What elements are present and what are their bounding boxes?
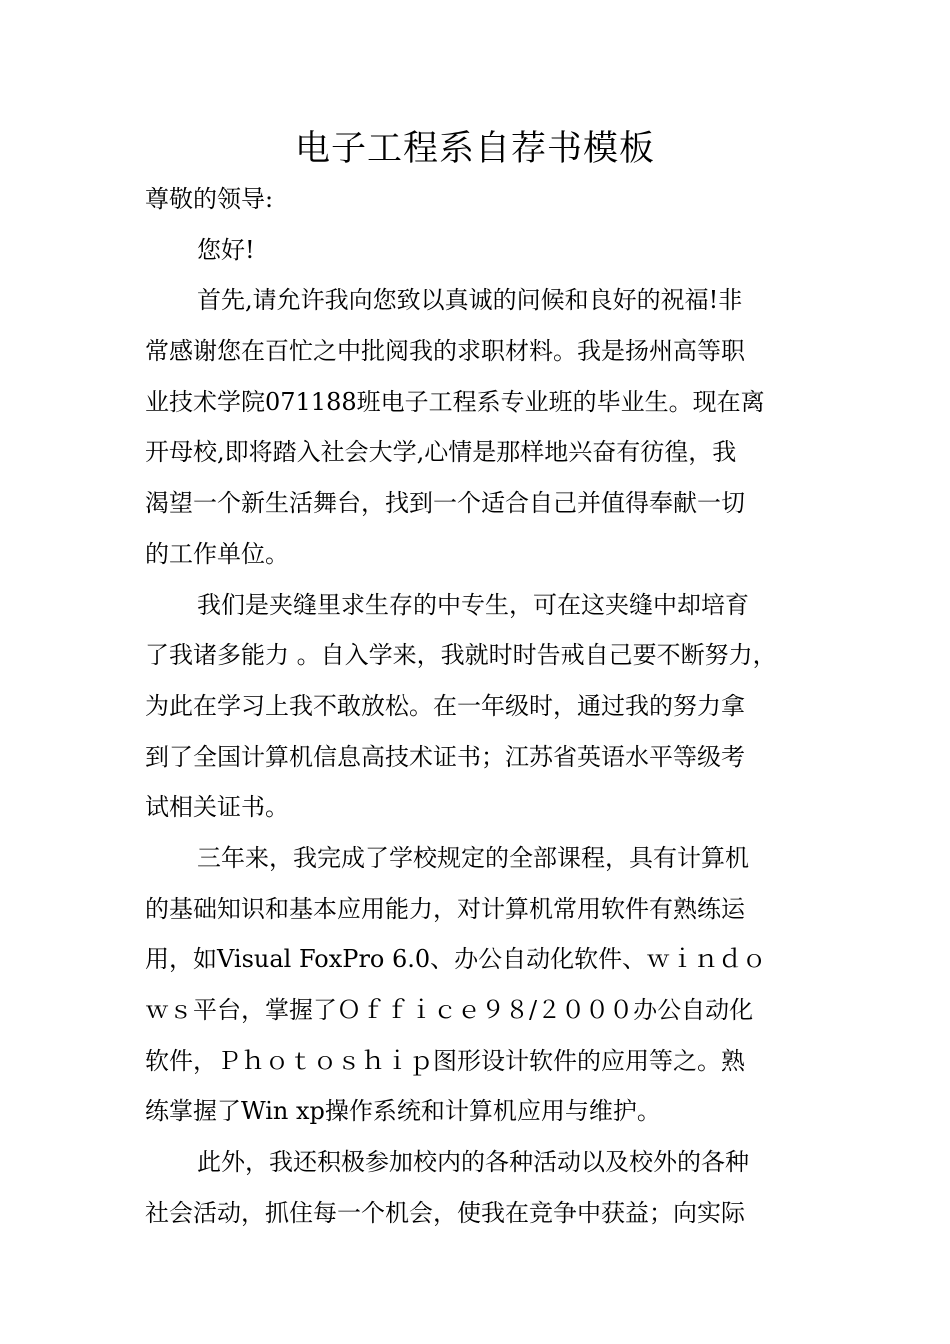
paragraph-1-line-5: 渴望一个新生活舞台，找到一个适合自己并值得奉献一切 bbox=[145, 489, 745, 518]
greeting-line: 您好! bbox=[197, 235, 255, 264]
paragraph-2-line-1: 我们是夹缝里求生存的中专生，可在这夹缝中却培育 bbox=[197, 590, 749, 619]
paragraph-3-line-3: 用，如Visual FoxPro 6.0、办公自动化软件、ｗｉｎｄｏ bbox=[145, 945, 767, 974]
paragraph-3-line-4: ｗｓ平台，掌握了Ｏｆｆｉｃｅ９８/２０００办公自动化 bbox=[145, 996, 754, 1024]
paragraph-2-line-3: 为此在学习上我不敢放松。在一年级时，通过我的努力拿 bbox=[145, 691, 745, 720]
document-title: 电子工程系自荐书模板 bbox=[294, 129, 655, 169]
paragraph-2-line-5: 试相关证书。 bbox=[145, 793, 289, 822]
paragraph-3-line-5: 软件，Ｐｈｏｔｏｓｈｉｐ图形设计软件的应用等之。熟 bbox=[145, 1046, 745, 1075]
paragraph-2-line-2: 了我诸多能力 。自入学来，我就时时告戒自己要不断努力， bbox=[145, 641, 777, 670]
paragraph-1-line-2: 常感谢您在百忙之中批阅我的求职材料。我是扬州高等职 bbox=[145, 337, 745, 366]
paragraph-1-line-3: 业技术学院071188班电子工程系专业班的毕业生。现在离 bbox=[145, 387, 765, 416]
paragraph-2-line-4: 到了全国计算机信息高技术证书；江苏省英语水平等级考 bbox=[145, 742, 745, 771]
paragraph-3-line-6: 练掌握了Win xp操作系统和计算机应用与维护。 bbox=[145, 1097, 661, 1126]
paragraph-1-line-6: 的工作单位。 bbox=[145, 539, 289, 568]
paragraph-4-line-2: 社会活动，抓住每一个机会，使我在竞争中获益；向实际 bbox=[145, 1198, 745, 1227]
paragraph-4-line-1: 此外，我还积极参加校内的各种活动以及校外的各种 bbox=[197, 1148, 749, 1177]
document-body bbox=[145, 174, 820, 1238]
paragraph-1-line-1: 首先,请允许我向您致以真诚的问候和良好的祝福!非 bbox=[197, 286, 743, 315]
paragraph-1-line-4: 开母校,即将踏入社会大学,心情是那样地兴奋有彷徨，我 bbox=[145, 438, 737, 467]
paragraph-3-line-1: 三年来，我完成了学校规定的全部课程，具有计算机 bbox=[197, 843, 749, 872]
paragraph-3-line-2: 的基础知识和基本应用能力，对计算机常用软件有熟练运 bbox=[145, 894, 745, 923]
salutation-line: 尊敬的领导: bbox=[145, 185, 274, 213]
